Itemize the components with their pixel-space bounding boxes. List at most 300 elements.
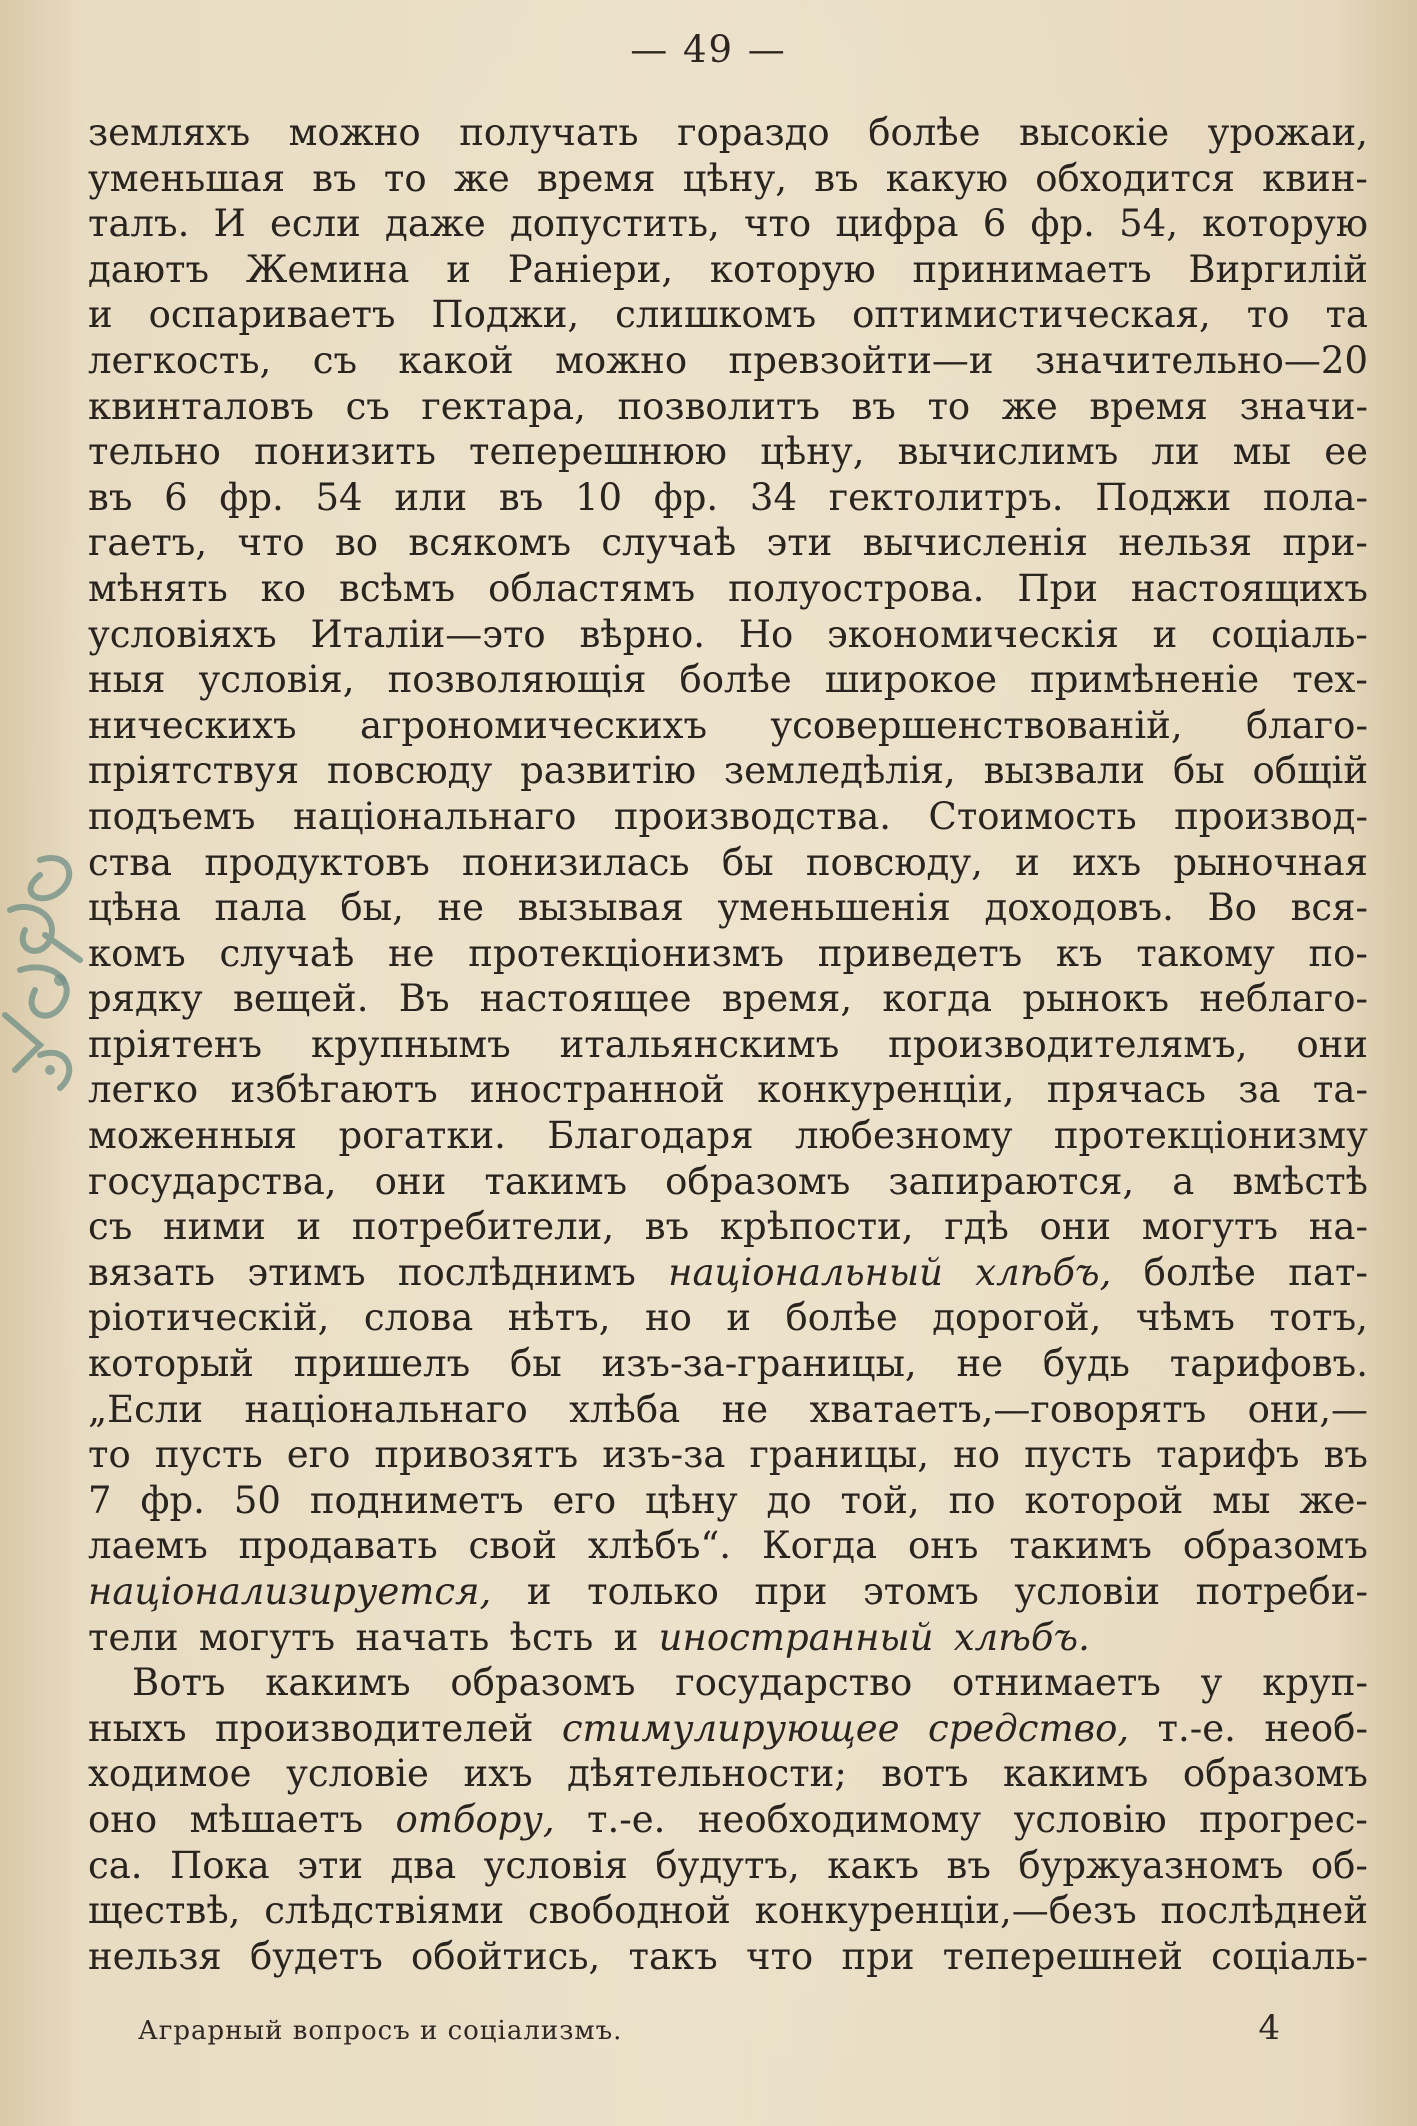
word: фр. — [219, 475, 284, 519]
word: этимъ — [247, 1250, 366, 1294]
word: комъ — [88, 931, 186, 975]
word: пусть — [1024, 1433, 1132, 1477]
word: при — [841, 1934, 915, 1978]
word: 6 — [164, 475, 188, 519]
word: съ — [345, 384, 390, 428]
word: въ — [814, 156, 859, 200]
word: высокіе — [1019, 111, 1170, 154]
text-line — [88, 1250, 1368, 1296]
word: какъ — [827, 1843, 920, 1887]
word: прогрес- — [1199, 1797, 1368, 1841]
word: той, — [840, 1478, 920, 1522]
word: земляхъ — [88, 111, 251, 154]
word: два — [390, 1843, 457, 1887]
word: они — [1039, 1205, 1112, 1249]
word: бы — [721, 840, 774, 884]
word: а — [1172, 1159, 1195, 1203]
word: въ — [946, 1843, 991, 1887]
word: неблаго- — [1199, 977, 1368, 1021]
word: когда — [882, 977, 993, 1021]
word: будутъ, — [655, 1843, 800, 1887]
word: прячась — [1046, 1068, 1206, 1112]
word: превзойти—и — [728, 338, 994, 382]
word: условіи — [1014, 1570, 1160, 1613]
word: „Если — [88, 1387, 204, 1431]
text-line — [88, 1660, 1368, 1706]
word: соціаль- — [1211, 612, 1368, 656]
word: условія — [483, 1843, 628, 1887]
text-line — [88, 1888, 1368, 1934]
word: и — [726, 1296, 752, 1340]
word: экономическія — [827, 612, 1119, 656]
word: протекціонизмъ — [468, 931, 785, 975]
word: чѣмъ — [1135, 1296, 1235, 1340]
word: Поджи, — [431, 293, 580, 337]
word: при- — [1282, 521, 1368, 565]
word: слова — [363, 1296, 474, 1340]
word: Вотъ — [132, 1661, 226, 1705]
italic-word: отбору, — [395, 1797, 555, 1841]
word: тотъ, — [1269, 1296, 1368, 1340]
word: теперешней — [942, 1934, 1183, 1978]
word: оптимистическая, — [852, 293, 1211, 337]
word: слишкомъ — [615, 293, 817, 337]
body-text — [88, 110, 1368, 1979]
word: гектара, — [421, 384, 586, 428]
word: нельзя — [88, 1934, 222, 1978]
word: болѣе — [1143, 1250, 1256, 1294]
word: условію — [1013, 1797, 1167, 1841]
text-line — [88, 338, 1368, 384]
word: привозятъ — [374, 1433, 579, 1477]
word: об- — [1310, 1843, 1368, 1887]
text-line — [88, 1569, 1368, 1615]
word: національнаго — [244, 1387, 528, 1431]
word: даже — [385, 202, 486, 246]
word: эти — [766, 521, 833, 565]
word: образомъ — [1182, 1752, 1368, 1796]
word: 54 — [315, 475, 363, 519]
word: допустить, — [510, 202, 720, 246]
word: фр. — [653, 475, 719, 519]
word: будетъ — [250, 1934, 383, 1978]
word: значительно—20 — [1034, 338, 1368, 382]
word: т.-е. — [1157, 1706, 1236, 1750]
word: гектолитръ. — [828, 475, 1064, 519]
word: полуострова. — [728, 566, 985, 610]
word: рыночная — [1173, 840, 1368, 884]
word: но — [953, 1433, 1001, 1477]
word: изъ-за-границы, — [601, 1342, 917, 1386]
word: Въ — [398, 977, 450, 1021]
text-line — [88, 201, 1368, 247]
word: условія, — [198, 658, 355, 702]
word: время — [1089, 384, 1208, 428]
text-line — [88, 566, 1368, 612]
word: цѣну — [645, 1478, 738, 1522]
word: тех- — [1292, 658, 1368, 702]
word: настоящихъ — [1130, 566, 1368, 610]
word: рогатки. — [338, 1114, 506, 1158]
word: они — [1296, 1022, 1368, 1066]
word: хлѣба — [569, 1387, 681, 1431]
word: запираются, — [888, 1159, 1135, 1203]
word: ли — [1151, 430, 1200, 474]
word: и — [446, 247, 471, 291]
word: тарифъ — [1156, 1433, 1300, 1477]
word: производителей — [214, 1706, 534, 1750]
word: ее — [1324, 430, 1368, 474]
word: мѣшаетъ — [189, 1797, 364, 1841]
word: 6 — [982, 202, 1007, 246]
word: мѣнять — [88, 566, 228, 610]
italic-word: хлѣбъ, — [975, 1250, 1112, 1294]
word: дорогой, — [932, 1296, 1102, 1340]
word: но — [644, 1296, 692, 1340]
word: 10 — [574, 475, 623, 519]
word: вся- — [1290, 886, 1368, 930]
italic-word: національный — [668, 1250, 943, 1294]
word: развитію — [520, 749, 697, 793]
word: широкое — [824, 658, 998, 702]
word: послѣдней — [1160, 1889, 1368, 1933]
word: который — [88, 1342, 254, 1386]
word: не — [721, 1387, 769, 1431]
word: та- — [1312, 1068, 1368, 1112]
text-line — [88, 1843, 1368, 1889]
word: са. — [88, 1843, 143, 1887]
word: можно — [555, 338, 688, 382]
text-line — [88, 1615, 1368, 1661]
word: бы — [1172, 749, 1225, 793]
word: которую — [1202, 202, 1368, 246]
word: они — [374, 1159, 447, 1203]
word: съ — [312, 338, 357, 382]
word: пусть — [154, 1433, 263, 1477]
word: случаѣ — [219, 931, 355, 975]
word: ныхъ — [88, 1706, 187, 1750]
word: Но — [738, 612, 794, 656]
word: ществѣ, — [88, 1889, 241, 1933]
word: Италіи—это — [310, 612, 546, 656]
word: протекціонизму — [1053, 1114, 1368, 1158]
word: во — [334, 521, 379, 565]
word: и — [88, 293, 113, 337]
italic-word: націонализируется, — [88, 1570, 492, 1613]
text-line — [88, 1067, 1368, 1113]
word: всѣмъ — [339, 566, 456, 610]
word: 7 — [88, 1478, 112, 1522]
word: могутъ — [1141, 1205, 1279, 1249]
word: болѣе — [679, 658, 792, 702]
word: изъ-за — [602, 1433, 726, 1477]
word: государства, — [88, 1159, 337, 1203]
text-line — [88, 1113, 1368, 1159]
word: до — [766, 1478, 812, 1522]
word: вязать — [88, 1250, 216, 1294]
word: дѣятельности; — [567, 1752, 847, 1796]
word: ними — [162, 1205, 266, 1249]
word: конкуренціи, — [757, 1068, 1015, 1112]
word: При — [1017, 566, 1098, 610]
word: общій — [1252, 749, 1368, 793]
word: избѣгаютъ — [230, 1068, 438, 1112]
word: ѣсть — [509, 1615, 594, 1659]
word: ства — [88, 840, 173, 884]
word: образомъ — [665, 1159, 851, 1203]
word: мы — [1232, 430, 1292, 474]
word: пола- — [1262, 475, 1368, 519]
word: какимъ — [1003, 1752, 1149, 1796]
word: этомъ — [863, 1570, 979, 1613]
word: уменьшая — [88, 156, 286, 200]
text-line — [88, 885, 1368, 931]
word: только — [587, 1570, 719, 1613]
text-line — [88, 794, 1368, 840]
footer-book-title: Аграрный вопросъ и соціализмъ. — [138, 2016, 623, 2046]
word: буржуазномъ — [1018, 1843, 1284, 1887]
word: фр. — [1030, 202, 1095, 246]
text-line — [88, 156, 1368, 202]
word: и — [613, 1615, 639, 1659]
word: слѣдствіями — [264, 1889, 505, 1933]
word: фр. — [140, 1478, 205, 1522]
word: не — [387, 931, 435, 975]
word: съ — [88, 1205, 133, 1249]
word: у — [1200, 1661, 1223, 1705]
word: пріятенъ — [88, 1022, 263, 1066]
word: болѣе — [785, 1296, 898, 1340]
word: что — [745, 1934, 814, 1978]
word: условіяхъ — [88, 612, 277, 656]
word: производства. — [613, 794, 892, 838]
word: Поджи — [1095, 475, 1232, 519]
word: и — [1015, 840, 1040, 884]
word: то — [383, 156, 427, 200]
word: земледѣлія, — [723, 749, 956, 793]
word: или — [394, 475, 468, 519]
word: по — [948, 1478, 996, 1522]
word: настоящее — [479, 977, 692, 1021]
word: бы, — [340, 886, 404, 930]
text-line — [88, 520, 1368, 566]
text-line — [88, 1432, 1368, 1478]
word: отнимаетъ — [952, 1661, 1161, 1705]
word: повсюду — [326, 749, 493, 793]
word: повсюду, — [805, 840, 983, 884]
word: его — [286, 1433, 351, 1477]
text-line — [88, 1341, 1368, 1387]
word: Жемина — [245, 247, 410, 291]
word: 54, — [1119, 202, 1178, 246]
italic-word: хлѣбъ. — [953, 1615, 1090, 1659]
word: принимаетъ — [912, 247, 1152, 291]
word: на- — [1308, 1205, 1368, 1249]
word: начать — [355, 1615, 490, 1659]
word: рынокъ — [1022, 977, 1170, 1021]
word: моженныя — [88, 1114, 298, 1158]
text-line — [88, 612, 1368, 658]
word: благо- — [1245, 703, 1368, 747]
word: круп- — [1262, 1661, 1368, 1705]
word: не — [956, 1342, 1004, 1386]
text-line — [88, 292, 1368, 338]
word: т.-е. — [587, 1797, 666, 1841]
word: вычисленія — [862, 521, 1089, 565]
word: тарифовъ. — [1169, 1342, 1368, 1386]
word: цѣну, — [760, 430, 865, 474]
word: урожаи, — [1207, 111, 1368, 154]
word: что — [743, 202, 812, 246]
word: агрономическихъ — [359, 703, 708, 747]
word: могутъ — [198, 1615, 336, 1659]
word: конкуренціи,—безъ — [754, 1889, 1137, 1933]
word: при — [754, 1570, 828, 1613]
word: будь — [1042, 1342, 1130, 1386]
word: хлѣбъ“. — [587, 1524, 732, 1568]
word: мы — [1212, 1478, 1271, 1522]
text-line — [88, 429, 1368, 475]
word: же — [453, 156, 510, 200]
word: примѣненіе — [1030, 658, 1260, 702]
text-line — [88, 1022, 1368, 1068]
word: 34 — [749, 475, 797, 519]
word: вычислимъ — [897, 430, 1119, 474]
word: какой — [398, 338, 514, 382]
word: къ — [1055, 931, 1103, 975]
word: областямъ — [488, 566, 696, 610]
word: и — [296, 1205, 322, 1249]
word: гораздо — [677, 111, 830, 154]
word: какую — [885, 156, 1009, 200]
word: оспариваетъ — [148, 293, 396, 337]
word: свободной — [527, 1889, 731, 1933]
word: необходимому — [697, 1797, 982, 1841]
text-line — [88, 1706, 1368, 1752]
text-line — [88, 840, 1368, 886]
word: крупнымъ — [311, 1022, 511, 1066]
word: крѣпости, — [719, 1205, 914, 1249]
word: бы — [510, 1342, 562, 1386]
word: эти — [297, 1843, 364, 1887]
word: которую — [709, 247, 876, 291]
word: хватаетъ,—говорятъ — [809, 1387, 1207, 1431]
word: необ- — [1264, 1706, 1368, 1750]
text-line — [88, 1204, 1368, 1250]
word: ническихъ — [88, 703, 297, 747]
word: Виргилій — [1188, 247, 1368, 291]
word: въ — [312, 156, 357, 200]
word: цѣна — [88, 886, 181, 930]
text-line — [88, 1934, 1368, 1980]
word: они,— — [1247, 1387, 1368, 1431]
word: ходимое — [88, 1752, 252, 1796]
text-line — [88, 1387, 1368, 1433]
word: И — [213, 202, 246, 246]
word: оно — [88, 1797, 158, 1841]
word: границы, — [749, 1433, 929, 1477]
word: что — [237, 521, 305, 565]
word: потребители, — [351, 1205, 615, 1249]
word: подъемъ — [88, 794, 256, 838]
word: за — [1238, 1068, 1281, 1112]
word: и — [1152, 612, 1178, 656]
word: производ- — [1174, 794, 1368, 838]
text-line — [88, 384, 1368, 430]
word: которой — [1024, 1478, 1184, 1522]
word: подниметъ — [309, 1478, 524, 1522]
word: легкость, — [88, 338, 272, 382]
word: понизить — [254, 430, 436, 474]
word: та — [1325, 293, 1368, 337]
word: позволитъ — [617, 384, 820, 428]
signature-mark: 4 — [1258, 2008, 1280, 2048]
word: то — [927, 384, 971, 428]
word: ріотическій, — [88, 1296, 330, 1340]
word: пришелъ — [293, 1342, 471, 1386]
word: значи- — [1239, 384, 1368, 428]
word: то — [1246, 293, 1290, 337]
word: если — [270, 202, 361, 246]
word: вызвали — [983, 749, 1146, 793]
word: нѣтъ, — [507, 1296, 611, 1340]
italic-word: средство, — [927, 1706, 1130, 1750]
word: Стоимость — [928, 794, 1137, 838]
word: цифра — [835, 202, 959, 246]
word: Пока — [170, 1843, 270, 1887]
text-line — [88, 657, 1368, 703]
italic-word: иностранный — [658, 1615, 934, 1659]
word: продавать — [238, 1524, 438, 1568]
word: же- — [1299, 1478, 1368, 1522]
word: въ — [644, 1205, 690, 1249]
word: въ — [1323, 1433, 1368, 1477]
word: случаѣ — [601, 521, 737, 565]
word: продуктовъ — [204, 840, 430, 884]
word: ко — [260, 566, 307, 610]
word: его — [552, 1478, 617, 1522]
word: понизилась — [462, 840, 690, 884]
word: Во — [1207, 886, 1257, 930]
word: по- — [1308, 931, 1368, 975]
word: ихъ — [1072, 840, 1142, 884]
text-line — [88, 475, 1368, 521]
word: нельзя — [1118, 521, 1253, 565]
word: такому — [1136, 931, 1275, 975]
word: условіе — [286, 1752, 429, 1796]
word: государство — [675, 1661, 913, 1705]
word: Благодаря — [547, 1114, 754, 1158]
word: лаемъ — [88, 1524, 208, 1568]
word: національнаго — [292, 794, 577, 838]
word: иностранной — [470, 1068, 725, 1112]
word: позволяющія — [387, 658, 647, 702]
text-line — [88, 1751, 1368, 1797]
text-line — [88, 1159, 1368, 1205]
word: приведетъ — [817, 931, 1023, 975]
text-line — [88, 1478, 1368, 1524]
word: ихъ — [463, 1752, 533, 1796]
word: итальянскимъ — [559, 1022, 840, 1066]
word: доходовъ. — [984, 886, 1174, 930]
word: легко — [88, 1068, 199, 1112]
word: не — [437, 886, 485, 930]
word: въ — [88, 475, 133, 519]
word: 50 — [233, 1478, 281, 1522]
word: рядку — [88, 977, 203, 1021]
word: такимъ — [484, 1159, 628, 1203]
word: тельно — [88, 430, 221, 474]
